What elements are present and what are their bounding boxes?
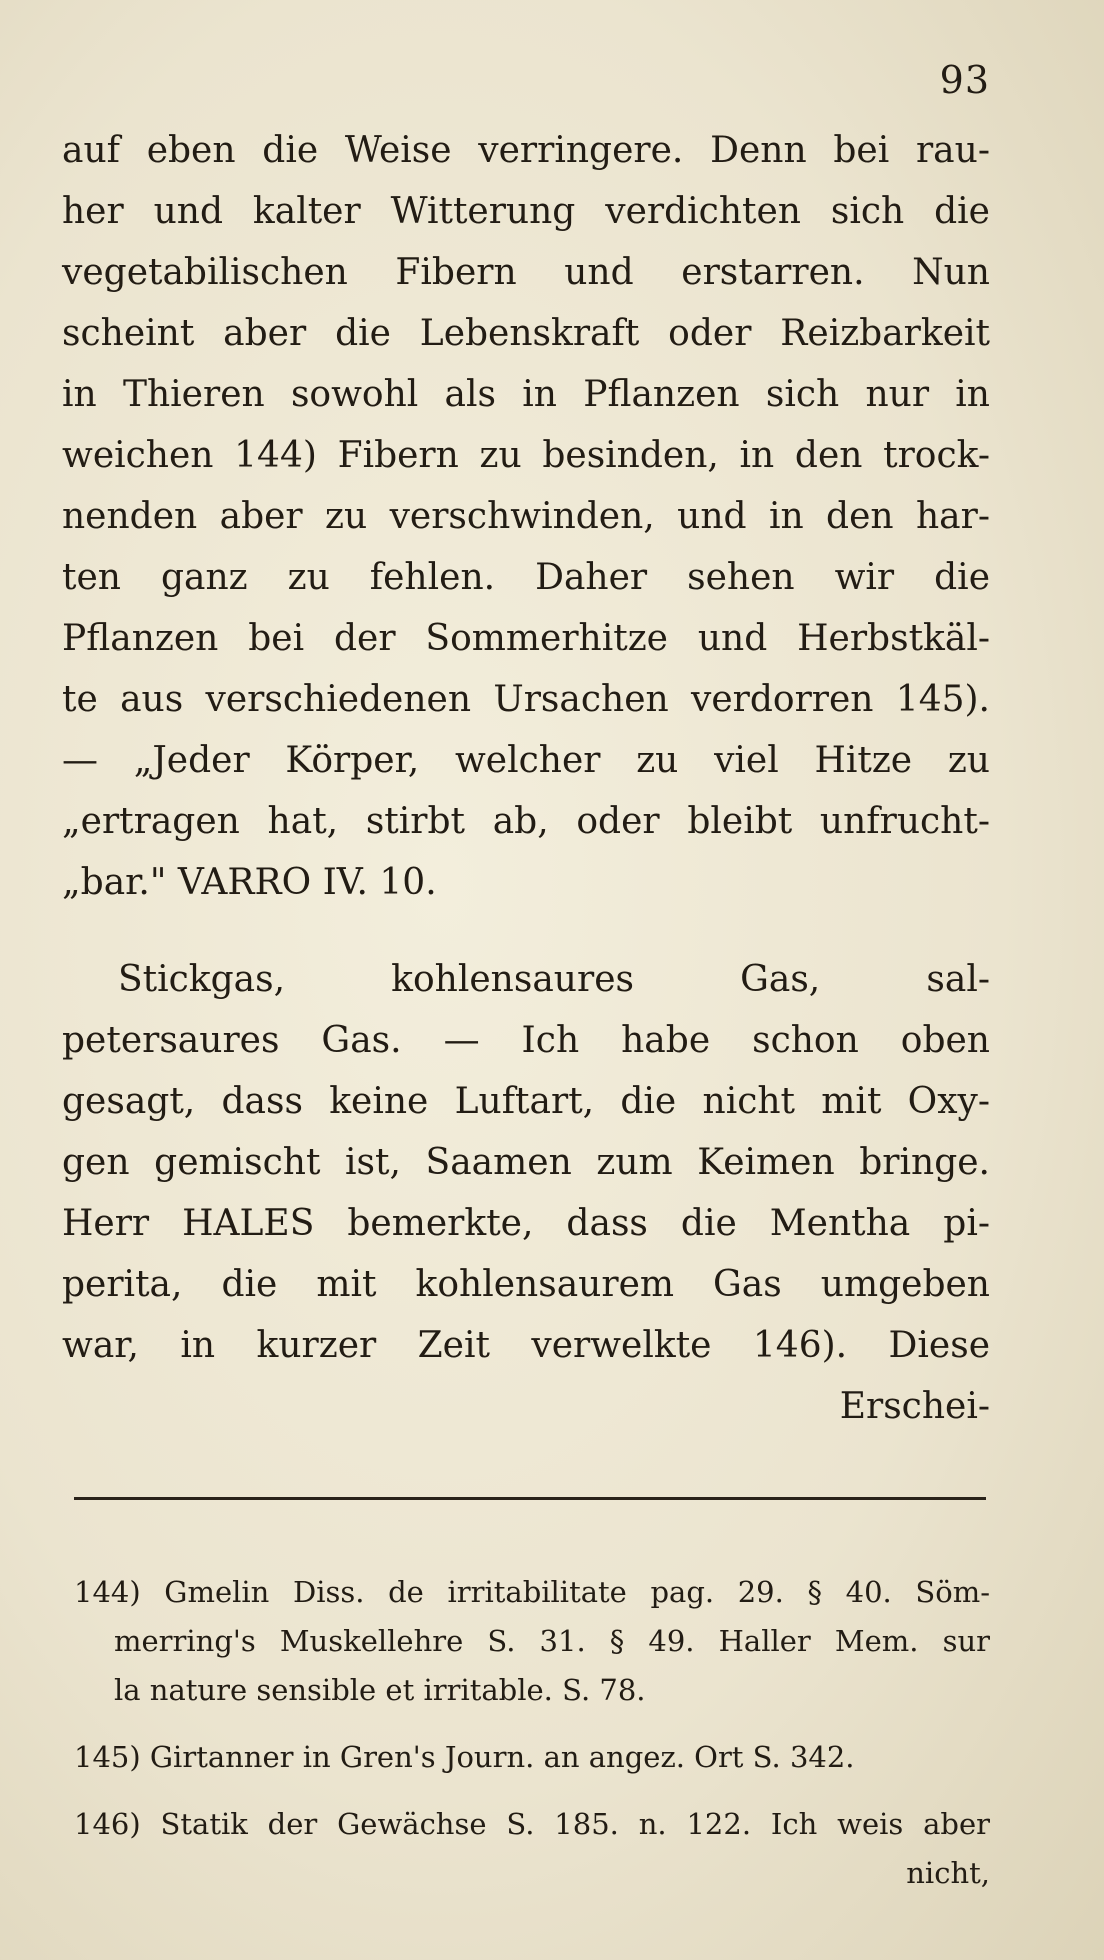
page-number: 93 bbox=[939, 58, 990, 102]
footnote-144 bbox=[74, 1568, 990, 1715]
footnote-145 bbox=[74, 1733, 990, 1782]
text-line: in Thieren sowohl als in Pflanzen sich nur in bbox=[62, 374, 990, 415]
text-line: „bar." VARRO IV. 10. bbox=[62, 862, 437, 903]
paragraph-1 bbox=[62, 120, 990, 913]
footnote-line: 145) Girtanner in Gren's Journ. an angez. Ort S. 342. bbox=[74, 1740, 855, 1774]
text-line: Erschei- bbox=[839, 1386, 990, 1427]
text-line: Herr HALES bemerkte, dass die Mentha pi- bbox=[62, 1203, 990, 1244]
footnotes bbox=[74, 1568, 990, 1916]
text-line: vegetabilischen Fibern und erstarren. Nun bbox=[62, 252, 990, 293]
footnote-line: nicht, bbox=[906, 1856, 990, 1890]
text-line: her und kalter Witterung verdichten sich die bbox=[62, 191, 990, 232]
text-line: auf eben die Weise verringere. Denn bei rau- bbox=[62, 130, 990, 171]
text-line: Stickgas, kohlensaures Gas, sal- bbox=[118, 959, 990, 1000]
text-line: war, in kurzer Zeit verwelkte 146). Diese bbox=[62, 1325, 990, 1366]
footnote-line: 144) Gmelin Diss. de irritabilitate pag. 29. § 40. Söm- bbox=[74, 1575, 990, 1609]
paragraph-2 bbox=[62, 949, 990, 1437]
footnote-line: merring's Muskellehre S. 31. § 49. Haller Mem. sur bbox=[114, 1624, 990, 1658]
text-line: petersaures Gas. — Ich habe schon oben bbox=[62, 1020, 990, 1061]
text-line: Pflanzen bei der Sommerhitze und Herbstkäl- bbox=[62, 618, 990, 659]
text-line: gen gemischt ist, Saamen zum Keimen bringe. bbox=[62, 1142, 990, 1183]
footnote-146 bbox=[74, 1800, 990, 1898]
text-line: ten ganz zu fehlen. Daher sehen wir die bbox=[62, 557, 990, 598]
text-line: „ertragen hat, stirbt ab, oder bleibt unfrucht- bbox=[62, 801, 990, 842]
text-line: scheint aber die Lebenskraft oder Reizbarkeit bbox=[62, 313, 990, 354]
paragraph-gap bbox=[62, 913, 990, 949]
footnote-line: 146) Statik der Gewächse S. 185. n. 122. Ich weis aber bbox=[74, 1807, 990, 1841]
text-line: gesagt, dass keine Luftart, die nicht mit Oxy- bbox=[62, 1081, 990, 1122]
main-text bbox=[62, 120, 990, 1437]
text-line: weichen 144) Fibern zu besinden, in den trock- bbox=[62, 435, 990, 476]
footnote-divider bbox=[74, 1497, 986, 1500]
text-line: perita, die mit kohlensaurem Gas umgeben bbox=[62, 1264, 990, 1305]
text-line: — „Jeder Körper, welcher zu viel Hitze zu bbox=[62, 740, 990, 781]
text-line: nenden aber zu verschwinden, und in den har- bbox=[62, 496, 990, 537]
footnote-line: la nature sensible et irritable. S. 78. bbox=[114, 1673, 646, 1707]
text-line: te aus verschiedenen Ursachen verdorren 145). bbox=[62, 679, 990, 720]
